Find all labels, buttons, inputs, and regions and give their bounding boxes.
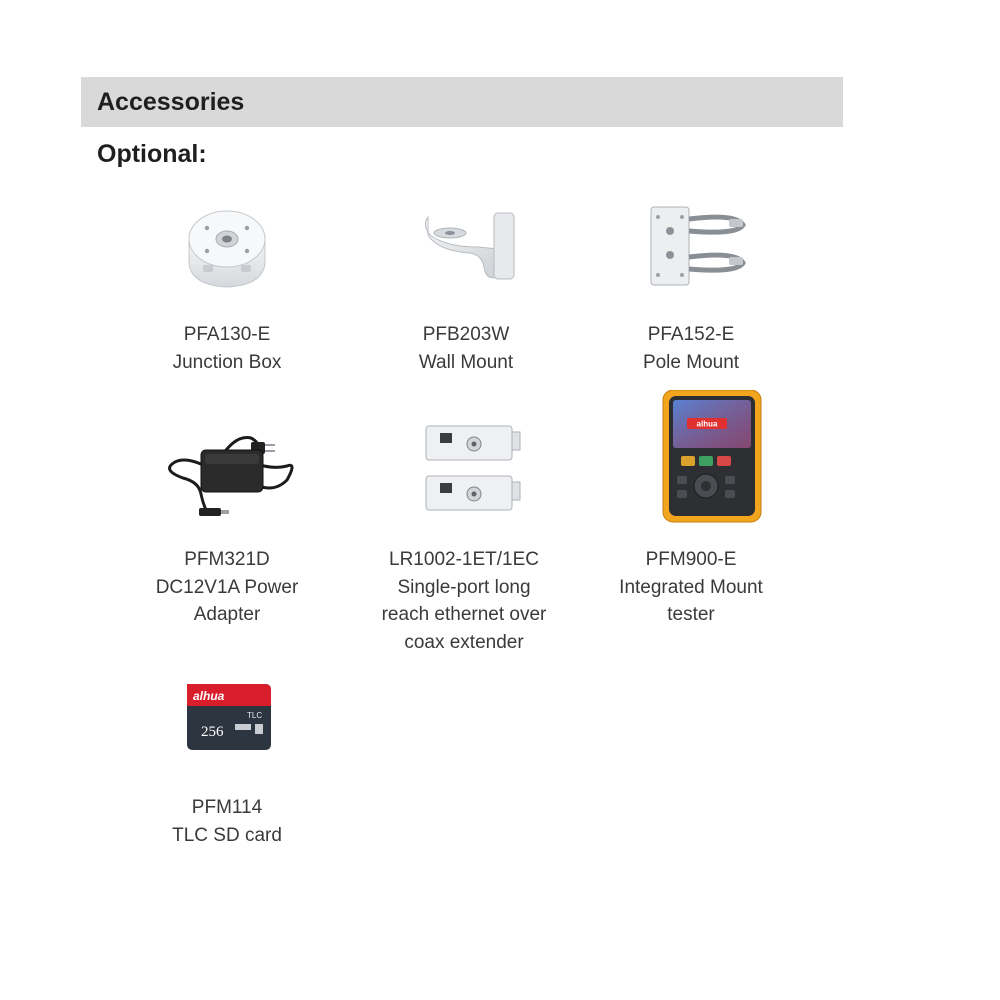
accessory-model: PFM114 bbox=[191, 797, 263, 818]
accessory-model: PFM321D bbox=[184, 549, 270, 570]
accessory-model: PFA130-E bbox=[183, 324, 271, 345]
mount-tester-icon bbox=[611, 390, 771, 540]
sd-card-icon bbox=[147, 668, 307, 788]
subsection-title: Optional: bbox=[97, 140, 207, 168]
accessory-item-wall-mount bbox=[366, 195, 566, 376]
accessory-item-mount-tester bbox=[591, 390, 791, 629]
svg-text:alhua: alhua bbox=[696, 419, 718, 429]
accessory-description-line1: DC12V1A Power bbox=[155, 576, 299, 598]
accessory-description: Pole Mount bbox=[642, 351, 740, 373]
accessory-item-pole-mount bbox=[591, 195, 791, 376]
junction-box-icon bbox=[147, 195, 307, 315]
wall-mount-icon bbox=[386, 195, 546, 315]
accessory-description-line2: tester bbox=[667, 604, 715, 625]
accessory-item-junction-box bbox=[127, 195, 327, 376]
power-adapter-icon bbox=[147, 420, 307, 540]
accessory-caption bbox=[127, 321, 327, 376]
accessory-caption bbox=[364, 546, 564, 656]
pole-mount-icon bbox=[611, 195, 771, 315]
accessory-caption bbox=[366, 321, 566, 376]
sd-card-capacity: 256 bbox=[201, 724, 224, 740]
section-header bbox=[81, 77, 843, 127]
accessory-caption bbox=[591, 321, 791, 376]
accessory-model: PFA152-E bbox=[647, 324, 735, 345]
section-title: Accessories bbox=[97, 87, 245, 116]
accessory-description: Junction Box bbox=[172, 351, 282, 373]
accessory-description-line1: Single-port long bbox=[397, 576, 531, 598]
coax-extender-icon bbox=[384, 420, 544, 540]
accessory-description: Wall Mount bbox=[418, 351, 514, 373]
accessory-item-power-adapter bbox=[127, 420, 327, 629]
accessory-model: LR1002-1ET/1EC bbox=[389, 549, 539, 570]
sd-card-brand: alhua bbox=[193, 689, 225, 703]
accessory-caption bbox=[127, 794, 327, 849]
accessory-description-line1: Integrated Mount bbox=[619, 576, 763, 598]
accessory-caption bbox=[591, 546, 791, 629]
accessory-item-sd-card bbox=[127, 668, 327, 849]
accessory-description-line3: coax extender bbox=[404, 631, 524, 653]
accessory-description: TLC SD card bbox=[172, 824, 282, 846]
accessory-description-line2: reach ethernet over bbox=[381, 604, 547, 625]
accessory-caption bbox=[127, 546, 327, 629]
accessory-model: PFB203W bbox=[422, 324, 510, 345]
accessory-model: PFM900-E bbox=[645, 549, 737, 570]
accessory-item-coax-extender bbox=[364, 420, 564, 656]
sd-card-type: TLC bbox=[247, 711, 263, 720]
accessory-description-line2: Adapter bbox=[193, 604, 261, 625]
